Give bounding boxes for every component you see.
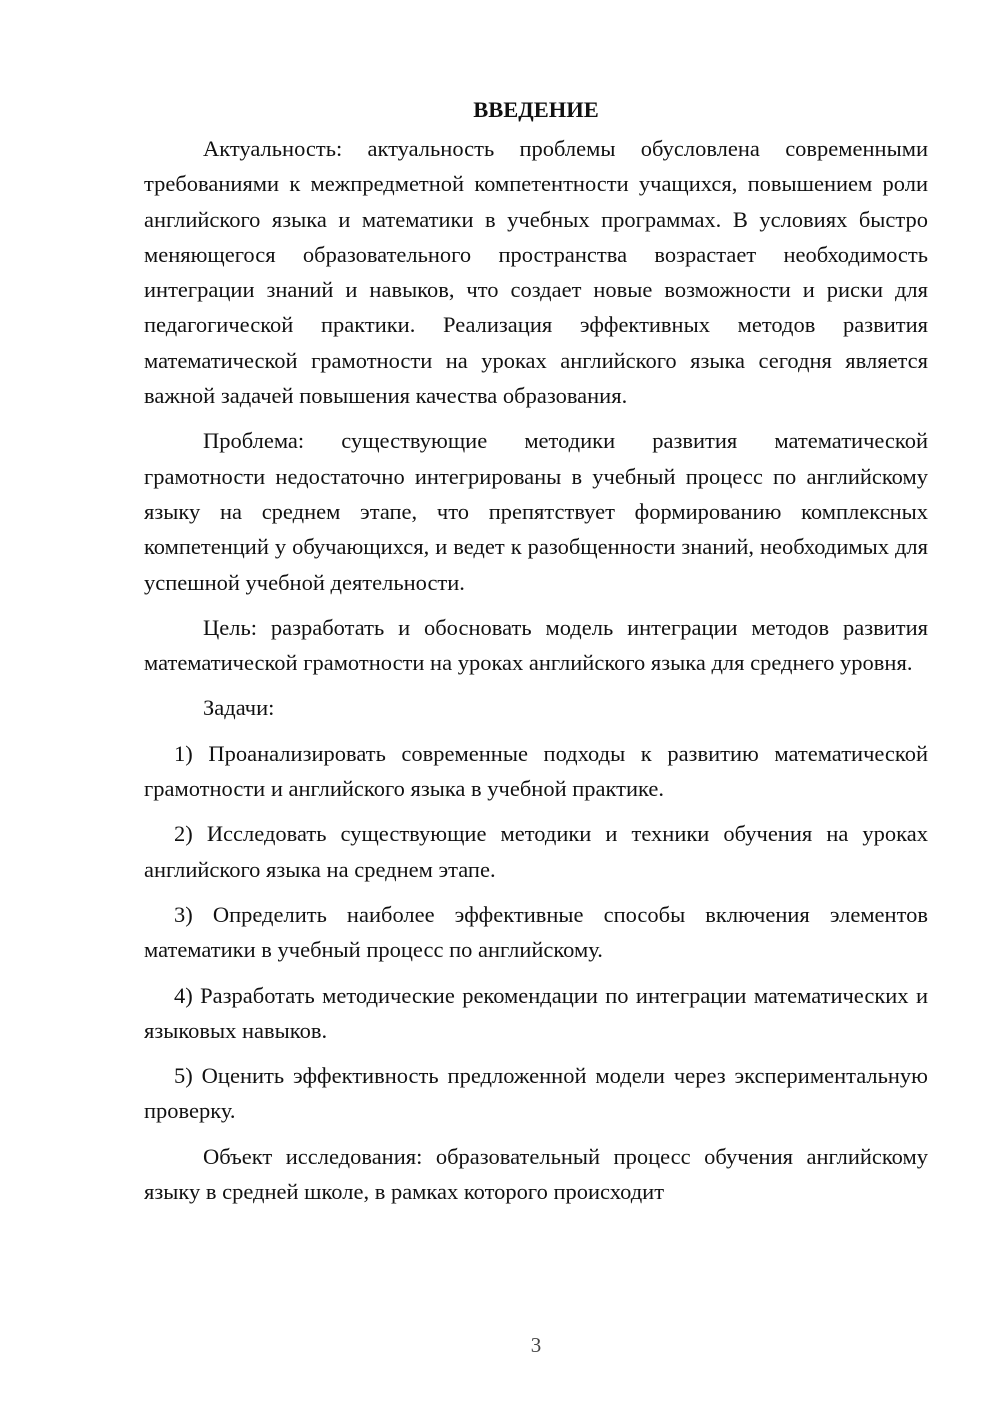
task-item-4: 4) Разработать методические рекомендации по интеграции математических и языковых навыков. — [144, 982, 928, 1043]
task-item-5: 5) Оценить эффективность предложенной модели через экспериментальную проверку. — [144, 1063, 928, 1124]
tasks-list — [144, 736, 928, 1129]
page-number: 3 — [530, 1333, 542, 1357]
relevance-paragraph: Актуальность: актуальность проблемы обусловлена современными требованиями к межпредметной компетентности учащихся, повышением роли английского языка и математики в учебных программах. В условиях быстро меняющегося образовательного пространства возрастает необходимость интеграции знаний и навыков, что создает новые возможности и риски для педагогической практики. Реализация эффективных методов развития математической грамотности на уроках английского языка сегодня является важной задачей повышения качества образования. — [144, 136, 928, 409]
page-content — [144, 92, 928, 1219]
task-item-2: 2) Исследовать существующие методики и техники обучения на уроках английского языка на среднем этапе. — [144, 821, 928, 882]
goal-paragraph: Цель: разработать и обосновать модель интеграции методов развития математической грамотности на уроках английского языка для среднего уровня. — [144, 614, 928, 676]
task-item-3: 3) Определить наиболее эффективные способы включения элементов математики в учебный процесс по английскому. — [144, 901, 928, 963]
task-item-1: 1) Проанализировать современные подходы к развитию математической грамотности и английского языка в учебной практике. — [144, 740, 928, 802]
tasks-label: Задачи: — [203, 695, 275, 721]
object-paragraph: Объект исследования: образовательный процесс обучения английскому языку в средней школе, в рамках которого происходит — [144, 1143, 928, 1205]
problem-paragraph: Проблема: существующие методики развития математической грамотности недостаточно интегрированы в учебный процесс по английскому языку на среднем этапе, что препятствует формированию комплексных компетенций у обучающихся, и ведет к разобщенности знаний, необходимых для успешной учебной деятельности. — [144, 428, 928, 595]
page-title: ВВЕДЕНИЕ — [473, 97, 599, 122]
